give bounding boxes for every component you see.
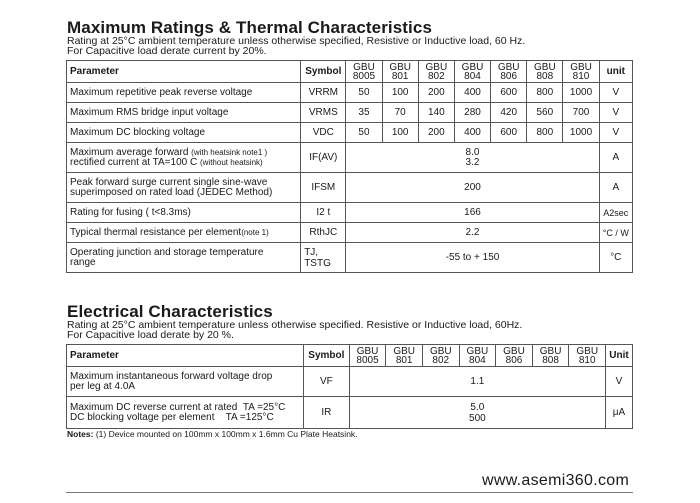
param-cell: Maximum repetitive peak reverse voltage [67,83,301,103]
value-cell: 600 [491,123,527,143]
unit-cell: V [599,83,632,103]
header-part: GBU 801 [386,345,423,367]
header-symbol: Symbol [301,61,346,83]
header-part: GBU 8005 [349,345,386,367]
header-unit: Unit [606,345,633,367]
param-cell: Peak forward surge current single sine-wave superimposed on rated load (JEDEC Method) [67,173,301,203]
header-symbol: Symbol [303,345,349,367]
symbol-cell: TJ, TSTG [301,243,346,273]
value-cell: 5.0 500 [349,397,605,429]
value-cell: 400 [454,123,490,143]
electrical-header-row [67,345,633,367]
table-row [67,203,633,223]
footer-divider [66,492,633,493]
value-cell: 100 [382,83,418,103]
table-row [67,367,633,397]
value-cell: 50 [346,83,382,103]
value-cell: 1.1 [349,367,605,397]
symbol-cell: RthJC [301,223,346,243]
value-cell: 800 [527,123,563,143]
table-row [67,103,633,123]
param-cell: Maximum DC blocking voltage [67,123,301,143]
notes: Notes: (1) Device mounted on 100mm x 100mm x 1.6mm Cu Plate Heatsink. [67,429,358,439]
value-cell: 50 [346,123,382,143]
header-unit: unit [599,61,632,83]
header-part: GBU 806 [491,61,527,83]
table-row [67,143,633,173]
symbol-cell: IF(AV) [301,143,346,173]
symbol-cell: IR [303,397,349,429]
param-cell: Maximum instantaneous forward voltage drop per leg at 4.0A [67,367,304,397]
ratings-table [66,60,633,273]
value-cell: 200 [418,123,454,143]
param-cell: Maximum average forward (with heatsink note1 ) rectified current at TA=100 C (without heatsink) [67,143,301,173]
value-cell: 8.0 3.2 [346,143,599,173]
value-cell: 560 [527,103,563,123]
unit-cell: °C / W [599,223,632,243]
header-part: GBU 804 [459,345,496,367]
header-part: GBU 802 [422,345,459,367]
value-cell: 100 [382,123,418,143]
symbol-cell: IFSM [301,173,346,203]
table-row [67,243,633,273]
electrical-table [66,344,633,429]
header-parameter: Parameter [67,345,304,367]
symbol-cell: VF [303,367,349,397]
header-part: GBU 802 [418,61,454,83]
value-cell: 420 [491,103,527,123]
header-part: GBU 804 [454,61,490,83]
unit-cell: V [606,367,633,397]
electrical-subtitle-2: For Capacitive load derate by 20 %. [67,329,234,341]
value-cell: 700 [563,103,599,123]
symbol-cell: VRRM [301,83,346,103]
table-row [67,223,633,243]
unit-cell: °C [599,243,632,273]
ratings-subtitle-2: For Capacitive load derate current by 20%. [67,45,267,57]
unit-cell: V [599,103,632,123]
param-cell: Rating for fusing ( t<8.3ms) [67,203,301,223]
value-cell: 70 [382,103,418,123]
header-part: GBU 810 [569,345,606,367]
value-cell: 200 [418,83,454,103]
value-cell: 2.2 [346,223,599,243]
unit-cell: A [599,143,632,173]
symbol-cell: VRMS [301,103,346,123]
symbol-cell: VDC [301,123,346,143]
value-cell: 1000 [563,123,599,143]
value-cell: 600 [491,83,527,103]
header-part: GBU 806 [496,345,533,367]
ratings-header-row [67,61,633,83]
header-part: GBU 810 [563,61,599,83]
unit-cell: V [599,123,632,143]
table-row [67,123,633,143]
header-parameter: Parameter [67,61,301,83]
value-cell: -55 to + 150 [346,243,599,273]
ratings-title: Maximum Ratings & Thermal Characteristics [67,18,432,37]
unit-cell: A2sec [599,203,632,223]
param-cell: Maximum DC reverse current at rated TA =25°C DC blocking voltage per element TA =125°C [67,397,304,429]
table-row [67,83,633,103]
electrical-subtitle-1: Rating at 25°C ambient temperature unless otherwise specified. Resistive or Inductive load, 60Hz. [67,319,523,331]
value-cell: 166 [346,203,599,223]
table-row [67,173,633,203]
website-url: www.asemi360.com [482,472,630,489]
value-cell: 140 [418,103,454,123]
param-cell: Maximum RMS bridge input voltage [67,103,301,123]
param-cell: Operating junction and storage temperature range [67,243,301,273]
symbol-cell: I2 t [301,203,346,223]
header-part: GBU 8005 [346,61,382,83]
header-part: GBU 808 [527,61,563,83]
value-cell: 1000 [563,83,599,103]
value-cell: 400 [454,83,490,103]
table-row [67,397,633,429]
unit-cell: μA [606,397,633,429]
header-part: GBU 801 [382,61,418,83]
value-cell: 800 [527,83,563,103]
header-part: GBU 808 [532,345,569,367]
unit-cell: A [599,173,632,203]
value-cell: 35 [346,103,382,123]
electrical-title: Electrical Characteristics [67,302,273,321]
value-cell: 280 [454,103,490,123]
param-cell: Typical thermal resistance per element(note 1) [67,223,301,243]
value-cell: 200 [346,173,599,203]
ratings-subtitle-1: Rating at 25°C ambient temperature unless otherwise specified, Resistive or Inductive load, 60 Hz. [67,35,526,47]
